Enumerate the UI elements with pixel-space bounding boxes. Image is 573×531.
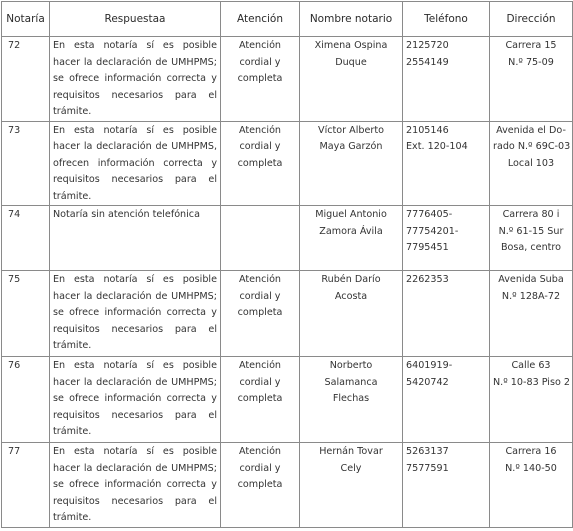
cell-atencion: Atención cordial y completa xyxy=(221,37,300,122)
cell-telefono-line: 6401919- xyxy=(406,360,453,371)
cell-direccion-line: Avenida Suba xyxy=(498,274,564,285)
cell-direccion-line: rado N.º 69C-03 xyxy=(493,141,571,152)
cell-direccion-line: N.º 128A-72 xyxy=(501,290,561,302)
cell-direccion-line: Carrera 15 xyxy=(505,40,557,51)
cell-nombre-notario-line: Víctor Alberto xyxy=(318,124,384,136)
cell-notaria: 75 xyxy=(2,271,50,357)
cell-atencion: Atención cordial y completa xyxy=(221,443,300,528)
cell-telefono xyxy=(403,443,490,528)
cell-telefono-line: 5420742 xyxy=(406,376,449,388)
cell-nombre-notario-line: Hernán Tovar xyxy=(319,446,383,457)
cell-telefono xyxy=(403,357,490,443)
cell-telefono xyxy=(403,121,490,206)
cell-nombre-notario xyxy=(300,121,403,206)
header-respuesta: Respuestaa xyxy=(50,2,221,37)
cell-telefono-line: 2125720 xyxy=(406,40,449,51)
table-row xyxy=(2,206,573,271)
table-row xyxy=(2,443,573,528)
cell-telefono-line: Ext. 120-104 xyxy=(406,141,468,152)
header-telefono: Teléfono xyxy=(403,2,490,37)
cell-nombre-notario-line: Norberto xyxy=(329,360,373,371)
cell-direccion xyxy=(490,271,573,357)
cell-nombre-notario-line: Zamora Ávila xyxy=(319,225,383,237)
header-direccion: Dirección xyxy=(490,2,573,37)
cell-nombre-notario xyxy=(300,443,403,528)
cell-direccion-line: N.º 140-50 xyxy=(505,462,557,474)
cell-nombre-notario-line: Rubén Darío xyxy=(321,274,381,285)
header-atencion: Atención xyxy=(221,2,300,37)
cell-notaria: 76 xyxy=(2,357,50,443)
cell-telefono xyxy=(403,206,490,271)
cell-direccion xyxy=(490,37,573,122)
table-body xyxy=(2,37,573,528)
cell-direccion-line: N.º 75-09 xyxy=(508,56,554,68)
cell-direccion-line: Avenida el Do- xyxy=(496,124,566,136)
cell-respuesta: En esta notaría sí es posible hacer la declaración de UMHPMS; se ofrece información correcta y requisitos necesarios para el trámite. xyxy=(50,443,221,528)
cell-direccion-line: Carrera 80 i xyxy=(502,209,560,220)
cell-notaria: 73 xyxy=(2,121,50,206)
notarias-table xyxy=(1,1,573,528)
table-row xyxy=(2,37,573,122)
cell-nombre-notario-line: Duque xyxy=(335,56,367,68)
cell-telefono xyxy=(403,37,490,122)
cell-telefono-line: 2105146 xyxy=(406,124,449,136)
header-row xyxy=(2,2,573,37)
cell-atencion: Atención cordial y completa xyxy=(221,357,300,443)
cell-direccion-line: N.º 10-83 Piso 2 xyxy=(493,376,570,388)
cell-nombre-notario xyxy=(300,357,403,443)
header-notaria: Notaría xyxy=(2,2,50,37)
cell-telefono-line: 5263137 xyxy=(406,446,449,457)
cell-telefono-line: 77754201- xyxy=(406,225,459,237)
cell-direccion xyxy=(490,443,573,528)
cell-telefono-line: 7577591 xyxy=(406,462,449,474)
cell-notaria: 72 xyxy=(2,37,50,122)
cell-telefono-line: 2554149 xyxy=(406,56,449,68)
cell-atencion xyxy=(221,206,300,271)
header-nombre-notario: Nombre notario xyxy=(300,2,403,37)
cell-notaria: 77 xyxy=(2,443,50,528)
cell-telefono xyxy=(403,271,490,357)
cell-direccion xyxy=(490,206,573,271)
cell-respuesta: Notaría sin atención telefónica xyxy=(50,206,221,271)
cell-direccion-line: Local 103 xyxy=(507,157,555,169)
cell-atencion: Atención cordial y completa xyxy=(221,121,300,206)
cell-telefono-line: 7776405- xyxy=(406,209,453,220)
cell-direccion xyxy=(490,121,573,206)
table-row xyxy=(2,357,573,443)
cell-telefono-line: 7795451 xyxy=(406,242,449,253)
cell-nombre-notario-line: Acosta xyxy=(334,290,368,302)
cell-respuesta: En esta notaría sí es posible hacer la declaración de UMHPMS; se ofrece información correcta y requisitos necesarios para el trámite. xyxy=(50,37,221,122)
cell-nombre-notario-line: Ximena Ospina xyxy=(314,40,388,51)
cell-respuesta: En esta notaría sí es posible hacer la declaración de UMHPMS; se ofrece información correcta y requisitos necesarios para el trámite. xyxy=(50,357,221,443)
cell-nombre-notario-line: Salamanca xyxy=(324,376,378,388)
cell-respuesta: En esta notaría sí es posible hacer la declaración de UMHPMS; se ofrece información correcta y requisitos necesarios para el trámite. xyxy=(50,271,221,357)
cell-nombre-notario xyxy=(300,206,403,271)
cell-direccion-line: Calle 63 xyxy=(511,360,551,371)
cell-direccion-line: Carrera 16 xyxy=(505,446,557,457)
cell-telefono-line: 2262353 xyxy=(406,274,449,285)
cell-nombre-notario xyxy=(300,271,403,357)
cell-direccion xyxy=(490,357,573,443)
cell-respuesta: En esta notaría sí es posible hacer la declaración de UMHPMS, ofrecen información correcta y requisitos necesarios para el trámite. xyxy=(50,121,221,206)
cell-direccion-line: N.º 61-15 Sur xyxy=(498,225,564,237)
cell-nombre-notario-line: Flechas xyxy=(332,393,370,404)
cell-notaria: 74 xyxy=(2,206,50,271)
cell-atencion: Atención cordial y completa xyxy=(221,271,300,357)
cell-nombre-notario-line: Maya Garzón xyxy=(319,141,383,152)
table-row xyxy=(2,121,573,206)
cell-direccion-line: Bosa, centro xyxy=(500,242,562,253)
table-row xyxy=(2,271,573,357)
cell-nombre-notario-line: Miguel Antonio xyxy=(315,209,387,220)
cell-nombre-notario xyxy=(300,37,403,122)
cell-nombre-notario-line: Cely xyxy=(340,462,362,474)
